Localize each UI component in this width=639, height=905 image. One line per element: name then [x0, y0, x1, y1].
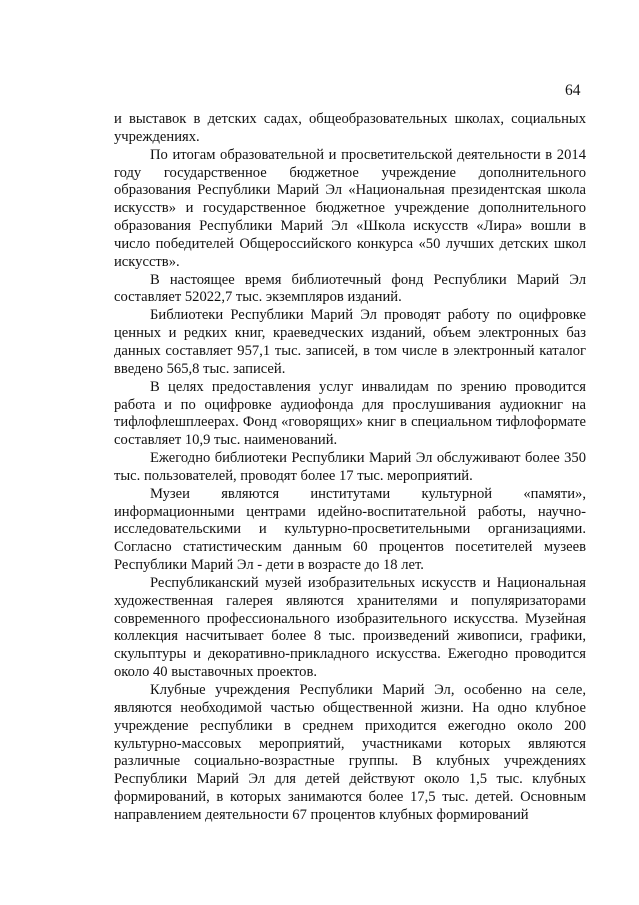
paragraph-4: Библиотеки Республики Марий Эл проводят работу по оцифровке ценных и редких книг, краеведческих изданий, объем электронных баз данных составляет 957,1 тыс. записей, в том числе в электронный каталог введено 565,8 тыс. записей. — [114, 307, 586, 377]
paragraph-5: В целях предоставления услуг инвалидам по зрению проводится работа и по оцифровке аудиофонда для прослушивания аудиокниг на тифлофлешплеерах. Фонд «говорящих» книг в специальном тифлоформате составляет 10,9 тыс. наименований. — [114, 378, 586, 449]
paragraph-3: В настоящее время библиотечный фонд Республики Марий Эл составляет 52022,7 тыс. экземпляров изданий. — [114, 271, 586, 306]
paragraph-7: Музеи являются институтами культурной «памяти», информационными центрами идейно-воспитательной работы, научно-исследовательскими и культурно-просветительными организациями. Согласно статистическим данным 60 процентов посетителей музеев Республики Марий Эл - дети в возрасте до 18 лет. — [114, 485, 586, 574]
paragraph-2: По итогам образовательной и просветительской деятельности в 2014 году государственное бюджетное учреждение дополнительного образования Республики Марий Эл «Национальная президентская школа искусств» и государственное бюджетное учреждение дополнительного образования Республики Марий Эл «Школа искусств «Лира» вошли в число победителей Общероссийского конкурса «50 лучших детских школ искусств». — [114, 146, 586, 270]
paragraph-9: Клубные учреждения Республики Марий Эл, особенно на селе, являются необходимой частью общественной жизни. На одно клубное учреждение республики в среднем приходится ежегодно около 200 культурно-массовых мероприятий, участниками которых являются различные социально-возрастные группы. В клубных учреждениях Республики Марий Эл для детей действуют около 1,5 тыс. клубных формирований, в которых занимаются более 17,5 тыс. детей. Основным направлением деятельности 67 процентов клубных формирований — [114, 682, 586, 823]
paragraph-6: Ежегодно библиотеки Республики Марий Эл обслуживают более 350 тыс. пользователей, проводят более 17 тыс. мероприятий. — [114, 450, 586, 484]
paragraph-1: и выставок в детских садах, общеобразовательных школах, социальных учреждениях. — [114, 111, 586, 145]
body-text — [114, 111, 586, 825]
paragraph-8: Республиканский музей изобразительных искусств и Национальная художественная галерея являются хранителями и популяризаторами современного профессионального изобразительного искусства. Музейная коллекция насчитывает более 8 тыс. произведений живописи, графики, скульптуры и декоративно-прикладного искусства. Ежегодно проводится около 40 выставочных проектов. — [114, 574, 586, 681]
page-number: 64 — [565, 82, 581, 99]
